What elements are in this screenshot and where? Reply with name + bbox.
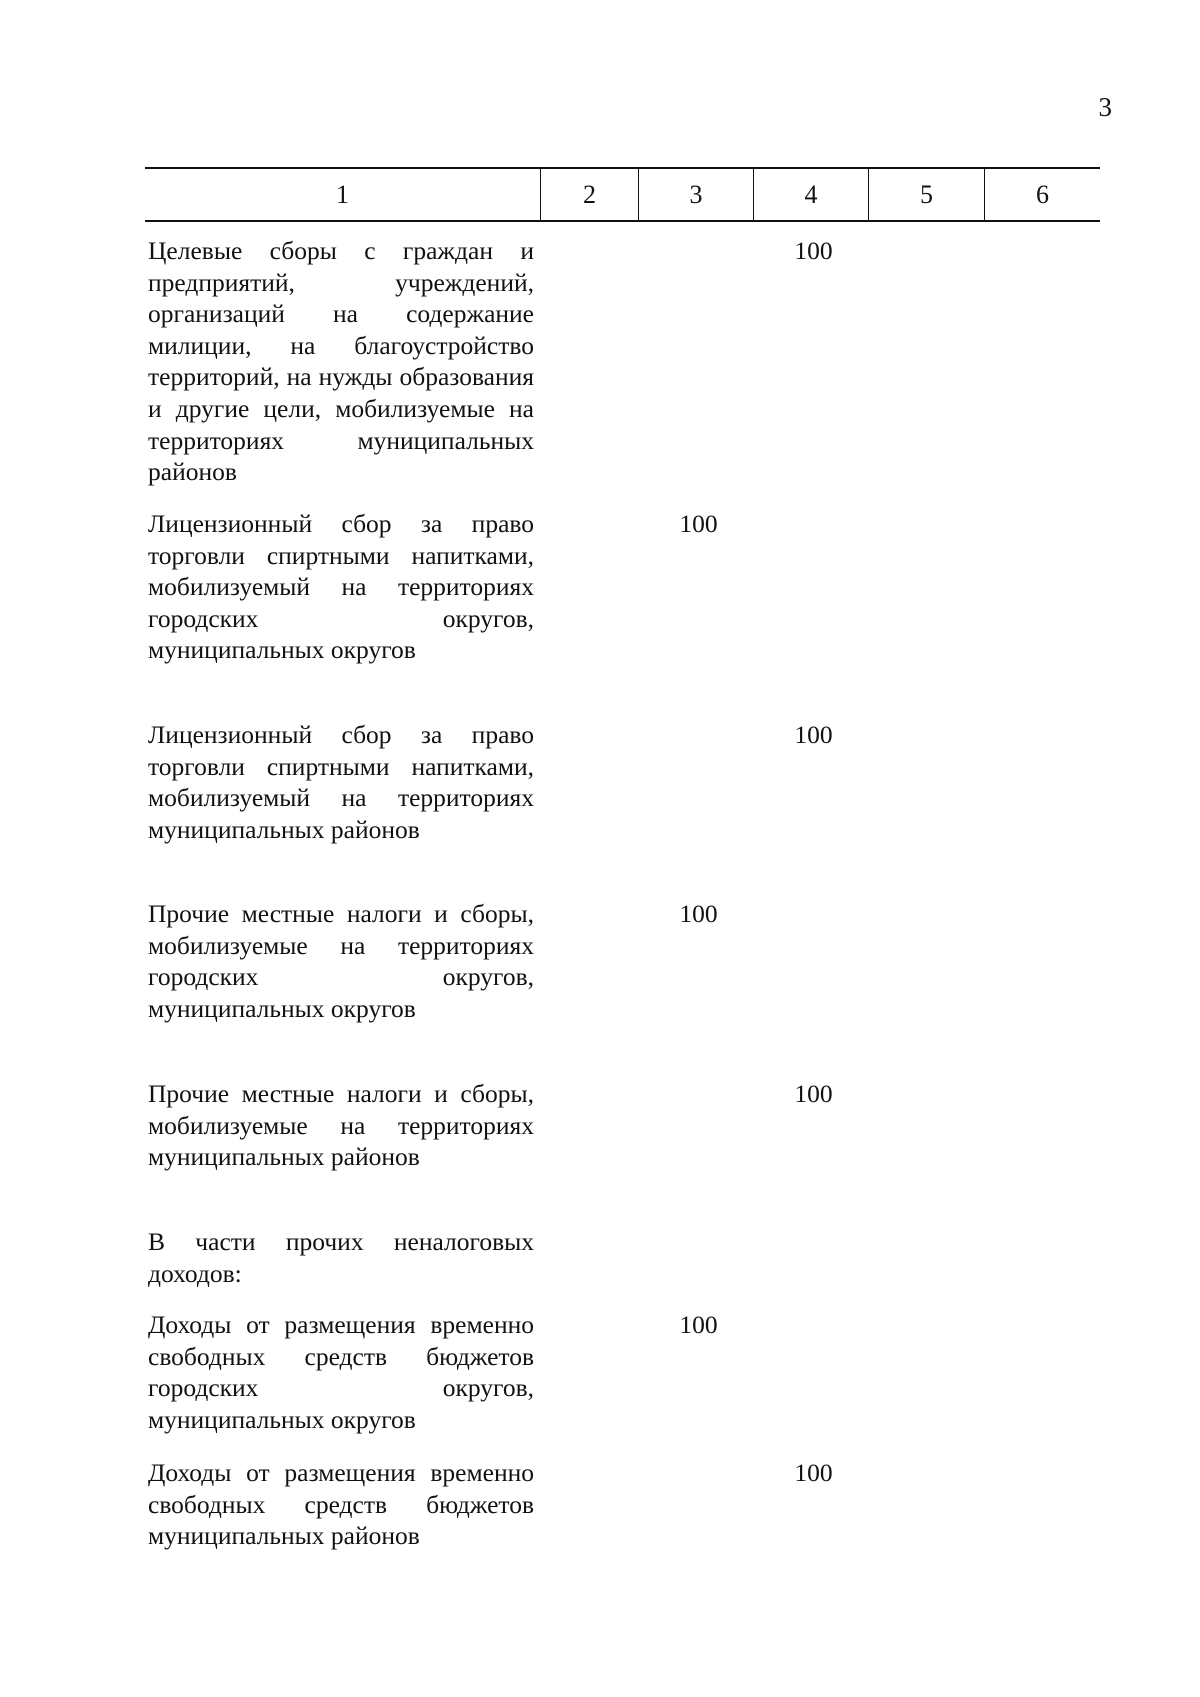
row-value-col4: 100 [794, 720, 833, 749]
header-col-2: 2 [541, 169, 639, 220]
row-description: Прочие местные налоги и сборы, мобилизуемые на территориях городских округов, муниципальных округов [148, 899, 534, 1023]
row-description: Доходы от размещения временно свободных средств бюджетов городских округов, муниципальных округов [148, 1310, 534, 1434]
row-value-col4: 100 [794, 1079, 833, 1108]
row-description: Прочие местные налоги и сборы, мобилизуемые на территориях муниципальных районов [148, 1079, 534, 1172]
header-col-3: 3 [639, 169, 754, 220]
table-header [145, 167, 1100, 222]
row-description: Лицензионный сбор за право торговли спиртными напитками, мобилизуемый на территориях муниципальных районов [148, 720, 534, 844]
row-value-col3: 100 [679, 899, 718, 928]
header-col-5: 5 [869, 169, 985, 220]
row-description: В части прочих неналоговых доходов: [148, 1227, 534, 1288]
header-col-4: 4 [754, 169, 869, 220]
header-col-6: 6 [1036, 179, 1049, 209]
header-col-1: 1 [145, 169, 541, 220]
row-description: Доходы от размещения временно свободных средств бюджетов муниципальных районов [148, 1458, 534, 1551]
page-number: 3 [1098, 92, 1112, 122]
row-description: Лицензионный сбор за право торговли спиртными напитками, мобилизуемый на территориях городских округов, муниципальных округов [148, 509, 534, 665]
row-value-col4: 100 [794, 1458, 833, 1487]
row-description: Целевые сборы с граждан и предприятий, учреждений, организаций на содержание милиции, на благоустройство территорий, на нужды образования и другие цели, мобилизуемые на территориях муниципальных районов [148, 236, 534, 487]
row-value-col3: 100 [679, 1310, 718, 1339]
row-value-col4: 100 [794, 236, 833, 265]
row-value-col3: 100 [679, 509, 718, 538]
